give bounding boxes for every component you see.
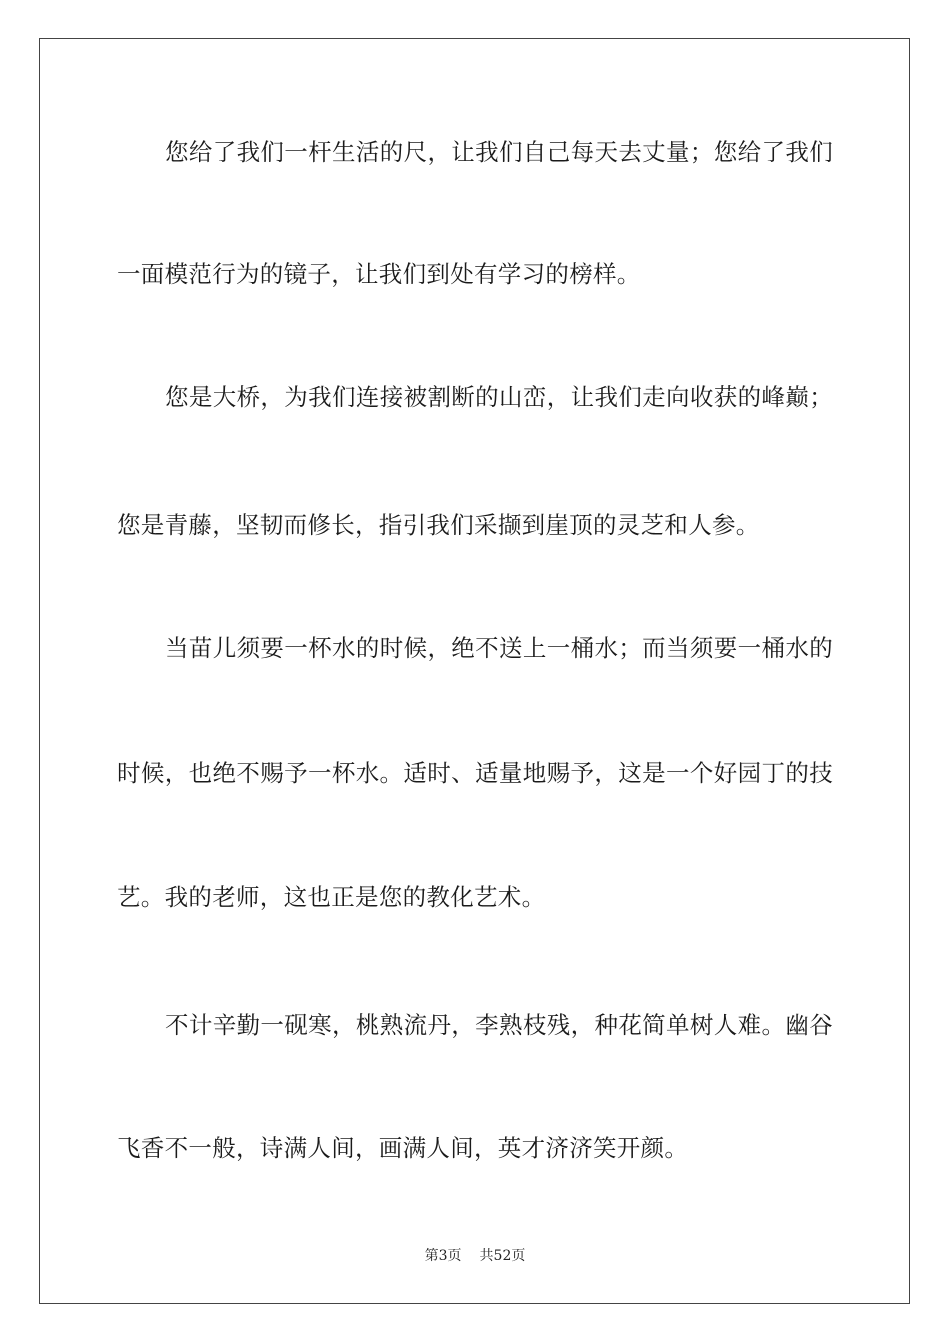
paragraph-3-line-2: 时候，也绝不赐予一杯水。适时、适量地赐予，这是一个好园丁的技 [117,759,833,787]
paragraph-2-line-2: 您是青藤，坚韧而修长，指引我们采撷到崖顶的灵芝和人参。 [117,511,760,539]
paragraph-3-line-3: 艺。我的老师，这也正是您的教化艺术。 [117,883,546,911]
page-number: 第3页 [424,1248,462,1264]
total-pages: 共52页 [479,1248,526,1264]
page-footer [0,1247,950,1265]
paragraph-2-line-1: 您是大桥，为我们连接被割断的山峦，让我们走向收获的峰巅； [165,383,833,411]
page-border [39,38,910,1304]
paragraph-1-line-2: 一面模范行为的镜子，让我们到处有学习的榜样。 [117,260,641,288]
paragraph-1-line-1: 您给了我们一杆生活的尺，让我们自己每天去丈量；您给了我们 [165,138,833,166]
paragraph-3-line-1: 当苗儿须要一杯水的时候，绝不送上一桶水；而当须要一桶水的 [165,634,833,662]
paragraph-4-line-1: 不计辛勤一砚寒，桃熟流丹，李熟枝残，种花简单树人难。幽谷 [165,1011,833,1039]
paragraph-4-line-2: 飞香不一般，诗满人间，画满人间，英才济济笑开颜。 [117,1134,689,1162]
